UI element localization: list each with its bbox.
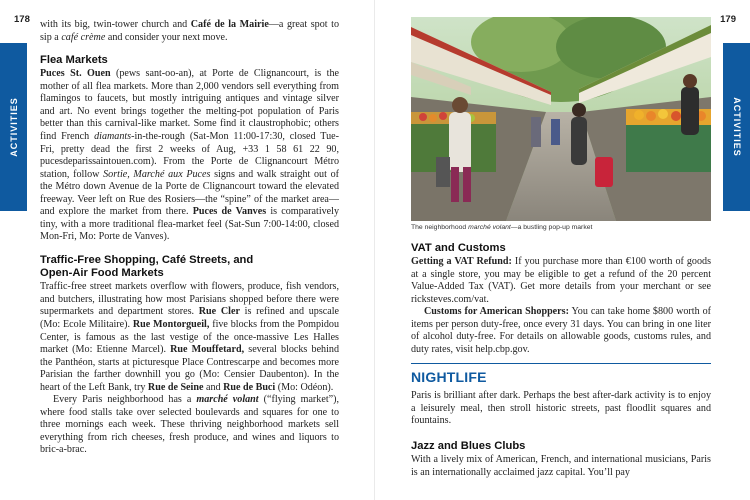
jazz-paragraph: With a lively mix of American, French, and international musicians, Paris is an internationally acclaimed jazz capital. You’ll pay — [411, 453, 711, 478]
nightlife-heading: NIGHTLIFE — [411, 363, 711, 384]
jazz-blues-heading: Jazz and Blues Clubs — [411, 439, 526, 452]
section-tab-right — [723, 43, 750, 211]
customs-paragraph: Customs for American Shoppers: You can take home $800 worth of items per person duty-free, once every 31 days. You can bring in one liter of alcohol duty-free. For details on allowable goods, customs rules, and duty rates, visit help.cbp.gov. — [411, 306, 711, 356]
section-tab-left — [0, 43, 27, 211]
left-column — [40, 19, 339, 457]
page-number-right: 179 — [720, 14, 736, 25]
section-tab-label: ACTIVITIES — [731, 97, 742, 157]
vat-refund-paragraph: Getting a VAT Refund: If you purchase more than €100 worth of goods at a single store, you may be eligible to get a refund of the 20 percent Value-Added Tax (VAT). Get more details from your merchant or see ricksteves.com/vat. — [411, 256, 711, 305]
marche-volant-paragraph: Every Paris neighborhood has a marché volant (“flying market”), where food stalls take over selected boulevards and squares for one to three mornings each week. These thriving neighborhood markets sell everything from rich cheeses, fresh produce, and wines and liquors to bric-a-brac. — [40, 394, 339, 456]
traffic-free-heading: Traffic-Free Shopping, Café Streets, and Open-Air Food Markets — [40, 253, 254, 280]
intro-paragraph: with its big, twin-tower church and Café de la Mairie—a great spot to sip a café crème and consider your next move. — [40, 19, 339, 43]
right-column — [411, 242, 711, 479]
page-number-left: 178 — [14, 14, 30, 25]
traffic-free-paragraph: Traffic-free street markets overflow with flowers, produce, fish vendors, and butchers, illustrating how most Parisians shopped before there were supermarkets and department stores. Rue Cler is refined and upscale (Mo: Ecole Militaire). Rue Montorgueil, five blocks from the Pompidou Center, is famous as the last vestige of the once-massive Les Halles market (Mo: Etienne Marcel). Rue Mouffetard, several blocks behind the Panthéon, starts at picturesque Place Contrescarpe and becomes more Parisian the farther downhill you go (Mo: Censier Daubenton). In the heart of the Left Bank, try Rue de Seine and Rue de Buci (Mo: Odéon). — [40, 281, 339, 393]
flea-markets-paragraph: Puces St. Ouen (pews sant-oo-an), at Porte de Clignancourt, is the mother of all flea markets. More than 2,000 vendors sell everything from flamingos to faucets, but mostly intriguing antiques and vintage silver and art. No event brings together the melting-pot population of Paris better than this carnival-like market. Some find it claustrophobic; others find French diamants-in-the-rough (Sat-Mon 11:00-17:30, closed Tue-Fri, pretty dead the first 2 weeks of Aug, +33 1 58 61 22 90, pucesdeparissaintouen.com). From the Porte de Clignancourt Métro station, follow Sortie, Marché aux Puces signs and walk straight out of the Métro down Avenue de la Porte de Clignancourt toward the elevated freeway. Veer left on Rue des Rosiers—the “spine” of the market area—and explore the market from there. Puces de Vanves is comparatively tiny, with a more traditional flea-market feel (Sat-Sun 7:00-14:00, closed Mon-Fri, Mo: Porte de Vanves). — [40, 68, 339, 243]
vat-customs-heading: VAT and Customs — [411, 242, 506, 254]
nightlife-paragraph: Paris is brilliant after dark. Perhaps the best after-dark activity is to enjoy a leisurely meal, then stroll historic streets, past floodlit squares and fountains. — [411, 390, 711, 427]
photo-caption: The neighborhood marché volant—a bustling pop-up market — [411, 224, 593, 231]
market-photo — [411, 17, 711, 221]
flea-markets-heading: Flea Markets — [40, 54, 108, 67]
section-tab-label: ACTIVITIES — [8, 97, 19, 157]
